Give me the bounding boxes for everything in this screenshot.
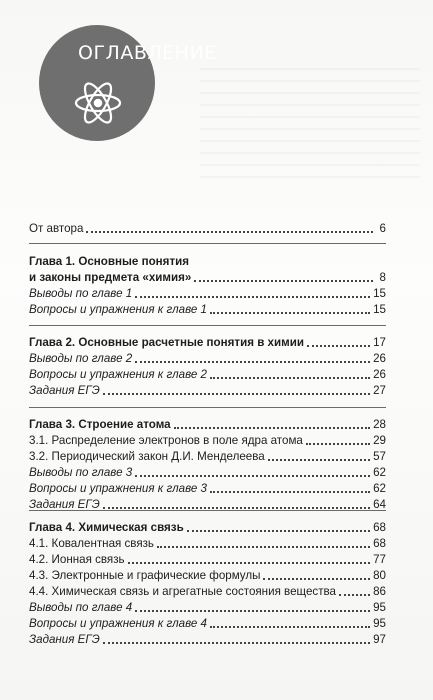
- bleed-through-lines: [200, 68, 420, 188]
- toc-entry: [29, 566, 386, 582]
- toc-entry-page: 28: [373, 418, 386, 431]
- dot-leader: [210, 622, 370, 628]
- toc-entry-chapter-1: [29, 268, 386, 284]
- toc-entry-page: 15: [373, 287, 386, 300]
- dot-leader: [187, 526, 370, 532]
- section-divider: [29, 407, 386, 408]
- dot-leader: [263, 574, 370, 580]
- toc-entry-title: Глава 1. Основные понятия: [29, 255, 190, 268]
- section-divider: [29, 325, 386, 326]
- toc-entry-page: 27: [373, 384, 386, 397]
- toc-entry-title: 4.4. Химическая связь и агрегатные состояния вещества: [29, 585, 336, 598]
- dot-leader: [210, 308, 370, 314]
- dot-leader: [306, 439, 370, 445]
- dot-leader: [103, 638, 370, 644]
- toc-entry: [29, 365, 386, 381]
- toc-entry-title: Задания ЕГЭ: [29, 633, 100, 646]
- toc-entry-page: 62: [373, 466, 386, 479]
- toc-entry-title: Глава 2. Основные расчетные понятия в химии: [29, 336, 304, 349]
- toc-entry-page: 57: [373, 450, 386, 463]
- toc-entry-page: 80: [373, 569, 386, 582]
- dot-leader: [307, 341, 370, 347]
- toc-entry-page: 15: [373, 303, 386, 316]
- toc-entry: [29, 598, 386, 614]
- toc-entry: [29, 614, 386, 630]
- toc-entry-page: 77: [373, 553, 386, 566]
- toc-entry: [29, 431, 386, 447]
- toc-entry-title: От автора: [29, 222, 84, 235]
- toc-entry: [29, 463, 386, 479]
- dot-leader: [268, 455, 370, 461]
- dot-leader: [128, 558, 371, 564]
- toc-entry-title: 3.2. Периодический закон Д.И. Менделеева: [29, 450, 265, 463]
- toc-entry-page: 6: [379, 222, 386, 235]
- toc-entry-chapter-1-line1: [29, 252, 386, 268]
- toc-entry: [29, 300, 386, 316]
- toc-entry-title: Глава 4. Химическая связь: [29, 521, 184, 534]
- toc-entry-title: Выводы по главе 2: [29, 352, 133, 365]
- toc-entry-title: 4.3. Электронные и графические формулы: [29, 569, 261, 582]
- toc-entry-page: 64: [373, 498, 386, 511]
- dot-leader: [135, 471, 370, 477]
- toc-entry-chapter-4: [29, 518, 386, 534]
- dot-leader: [86, 227, 373, 233]
- toc-entry-page: 17: [373, 336, 386, 349]
- dot-leader: [157, 542, 370, 548]
- toc-entry-title: Задания ЕГЭ: [29, 384, 100, 397]
- toc-entry-title: 4.2. Ионная связь: [29, 553, 125, 566]
- toc-entry-page: 62: [373, 482, 386, 495]
- dot-leader: [135, 606, 370, 612]
- toc-entry-chapter-2: [29, 333, 386, 349]
- toc-entry-title: Выводы по главе 1: [29, 287, 133, 300]
- toc-entry-title: Вопросы и упражнения к главе 1: [29, 303, 207, 316]
- toc-entry-page: 26: [373, 352, 386, 365]
- toc-entry: [29, 550, 386, 566]
- toc-entry-title: 4.1. Ковалентная связь: [29, 537, 154, 550]
- toc-entry-page: 68: [373, 521, 386, 534]
- toc-entry: [29, 630, 386, 646]
- toc-entry-chapter-3: [29, 415, 386, 431]
- dot-leader: [194, 276, 373, 282]
- toc-entry: [29, 582, 386, 598]
- toc-entry-title: Вопросы и упражнения к главе 4: [29, 617, 207, 630]
- toc-entry-title: Вопросы и упражнения к главе 2: [29, 368, 207, 381]
- dot-leader: [135, 357, 370, 363]
- toc-entry-title: 3.1. Распределение электронов в поле ядра атома: [29, 434, 303, 447]
- toc-entry-title: Выводы по главе 3: [29, 466, 133, 479]
- toc-entry-page: 29: [373, 434, 386, 447]
- toc-entry-title: Задания ЕГЭ: [29, 498, 100, 511]
- toc-entry-title: и законы предмета «химия»: [29, 271, 192, 284]
- dot-leader: [174, 423, 371, 429]
- toc-entry-page: 95: [373, 617, 386, 630]
- dot-leader: [210, 487, 370, 493]
- toc-entry-page: 95: [373, 601, 386, 614]
- toc-entry-title: Вопросы и упражнения к главе 3: [29, 482, 207, 495]
- toc-entry: [29, 534, 386, 550]
- toc-entry-page: 26: [373, 368, 386, 381]
- toc-entry: [29, 479, 386, 495]
- dot-leader: [103, 503, 370, 509]
- dot-leader: [103, 389, 370, 395]
- toc-entry-title: Глава 3. Строение атома: [29, 418, 171, 431]
- dot-leader: [210, 373, 370, 379]
- toc-entry: [29, 284, 386, 300]
- toc-entry: [29, 447, 386, 463]
- section-divider: [29, 243, 386, 244]
- toc-entry-page: 97: [373, 633, 386, 646]
- dot-leader: [135, 292, 370, 298]
- toc-entry-page: 68: [373, 537, 386, 550]
- toc-entry: [29, 381, 386, 397]
- toc-title: ОГЛАВЛЕНИЕ: [78, 42, 217, 64]
- dot-leader: [339, 590, 370, 596]
- toc-entry: [29, 219, 386, 235]
- toc-entry-page: 86: [373, 585, 386, 598]
- toc-entry-page: 8: [379, 271, 386, 284]
- toc-entry-title: Выводы по главе 4: [29, 601, 133, 614]
- toc-entry: [29, 495, 386, 511]
- toc-entry: [29, 349, 386, 365]
